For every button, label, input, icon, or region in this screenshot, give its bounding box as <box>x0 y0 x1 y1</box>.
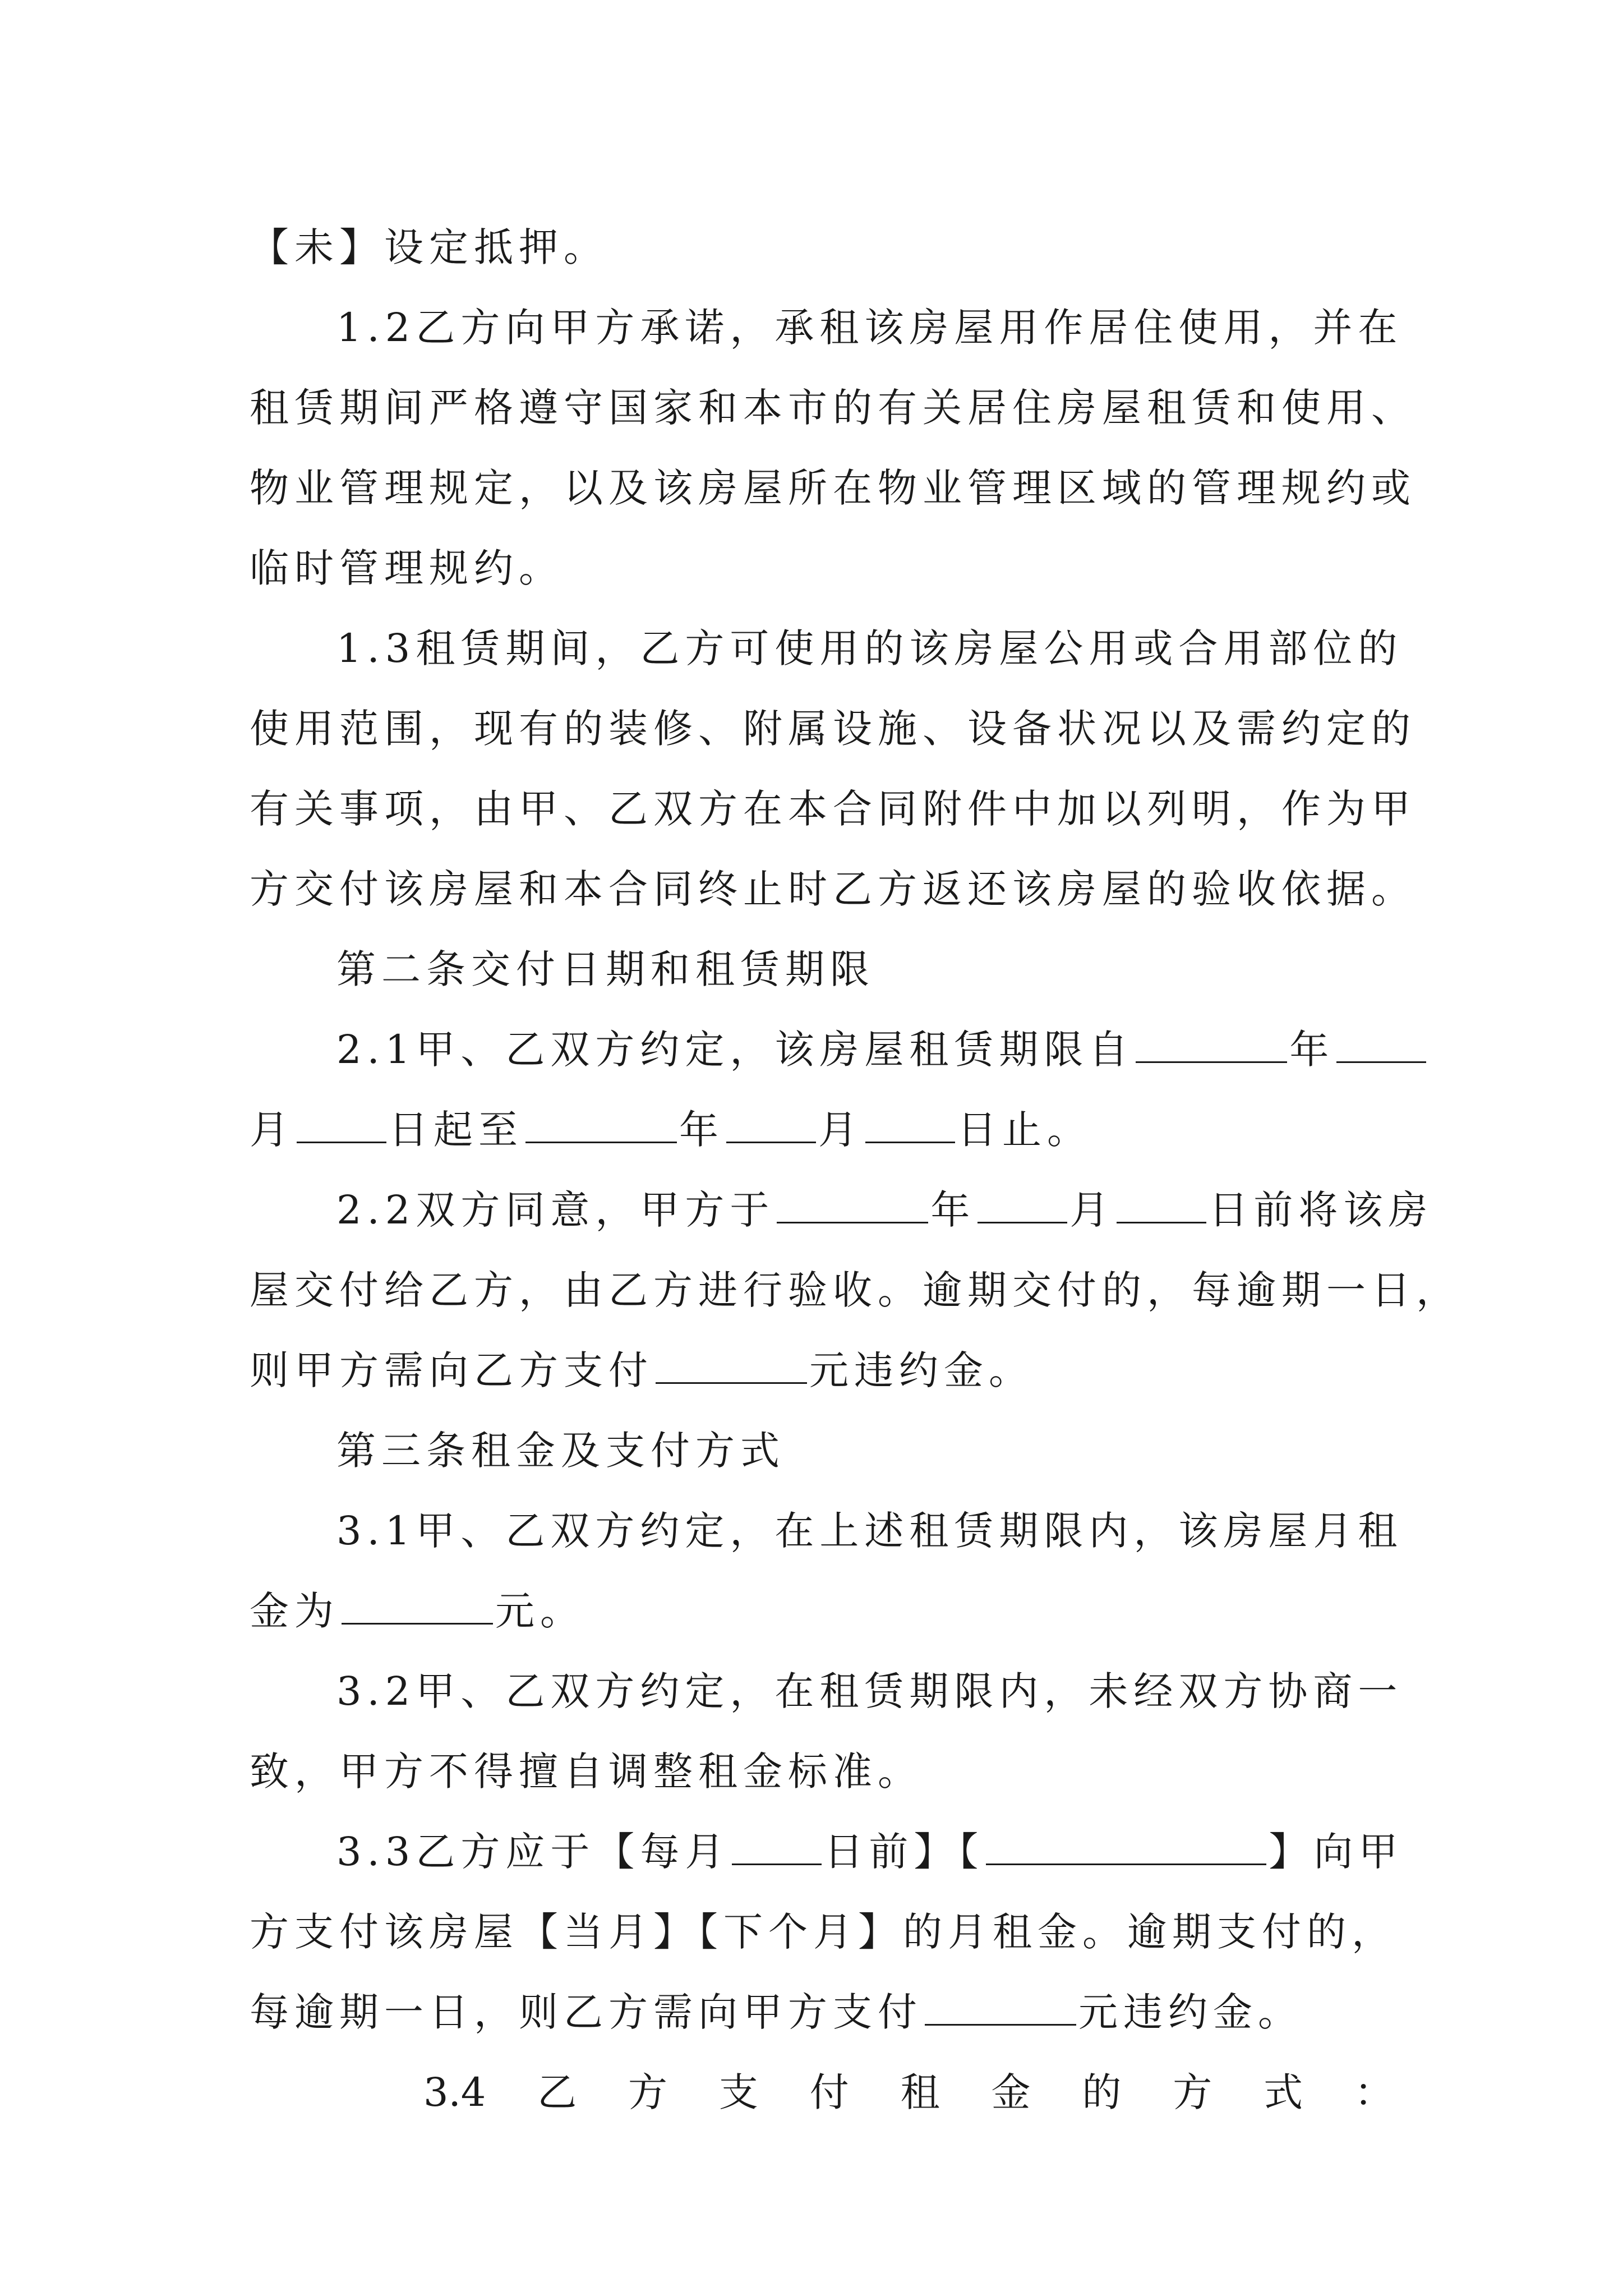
fill-blank <box>1136 1022 1287 1063</box>
text-span: 则甲方需向乙方支付 <box>250 1347 653 1393</box>
text-span: 年 <box>930 1187 976 1233</box>
text-span: 金为 <box>250 1588 339 1634</box>
text-span: 年 <box>679 1107 724 1153</box>
text-span: 租 <box>900 2069 940 2115</box>
text-line: 1.2乙方向甲方承诺，承租该房屋用作居住使用，并在 <box>336 305 1403 351</box>
text-span: 支 <box>718 2069 758 2115</box>
text-span: 付 <box>809 2069 849 2115</box>
text-line <box>250 2053 1394 2133</box>
text-line <box>250 1972 1394 2053</box>
text-line <box>250 1571 1394 1651</box>
fill-blank <box>1336 1022 1426 1063</box>
text-line: 致，甲方不得擅自调整租金标准。 <box>250 1749 923 1795</box>
fill-blank <box>656 1343 807 1384</box>
fill-blank <box>1117 1182 1206 1223</box>
text-line <box>250 1010 1394 1090</box>
text-span: 2.2双方同意，甲方于 <box>336 1187 775 1233</box>
fill-blank <box>342 1584 493 1625</box>
text-span: 3.3乙方应于【每月 <box>336 1829 730 1875</box>
text-line: 方交付该房屋和本合同终止时乙方返还该房屋的验收依据。 <box>250 866 1416 912</box>
text-span: 年 <box>1289 1027 1335 1073</box>
text-span: 乙 <box>537 2069 577 2115</box>
text-span: 金 <box>991 2069 1031 2115</box>
fill-blank <box>986 1824 1266 1865</box>
text-span: 日前将该房 <box>1209 1187 1433 1233</box>
text-line: 3.2甲、乙双方约定，在租赁期限内，未经双方协商一 <box>336 1668 1403 1714</box>
text-span: 的 <box>1082 2069 1122 2115</box>
text-span: 2.1甲、乙双方约定，该房屋租赁期限自 <box>336 1027 1134 1073</box>
text-line <box>250 1170 1433 1250</box>
text-span: 月 <box>250 1107 294 1153</box>
text-span: ： <box>1354 2069 1394 2115</box>
fill-blank <box>297 1102 386 1143</box>
text-line: 使用范围，现有的装修、附属设施、设备状况以及需约定的 <box>250 706 1416 752</box>
text-span: 3.4 <box>423 2069 486 2115</box>
text-line: 1.3租赁期间，乙方可使用的该房屋公用或合用部位的 <box>336 625 1403 671</box>
text-line: 租赁期间严格遵守国家和本市的有关居住房屋租赁和使用、 <box>250 385 1416 431</box>
text-span: 元违约金。 <box>1078 1989 1303 2035</box>
text-span: 月 <box>818 1107 863 1153</box>
text-span: 日前】【 <box>824 1829 984 1875</box>
text-span: 日止。 <box>957 1107 1092 1153</box>
text-line: 屋交付给乙方，由乙方进行验收。逾期交付的，每逾期一日， <box>250 1267 1461 1313</box>
text-span: 方 <box>1173 2069 1212 2115</box>
text-line <box>250 1090 1394 1170</box>
fill-blank <box>865 1102 955 1143</box>
text-span: 式 <box>1264 2069 1303 2115</box>
text-span: 方 <box>628 2069 668 2115</box>
section-heading: 第三条租金及支付方式 <box>336 1428 785 1474</box>
fill-blank <box>925 1985 1076 2026</box>
fill-blank <box>732 1824 822 1865</box>
section-heading: 第二条交付日期和租赁期限 <box>336 946 875 992</box>
text-line <box>250 1812 1404 1892</box>
text-span: 日起至 <box>389 1107 523 1153</box>
text-line: 3.1甲、乙双方约定，在上述租赁期限内，该房屋月租 <box>336 1508 1403 1554</box>
text-line: 【未】设定抵押。 <box>250 224 608 270</box>
text-span: 月 <box>1069 1187 1115 1233</box>
text-span: 元违约金。 <box>809 1347 1034 1393</box>
text-line <box>250 1331 1394 1411</box>
text-line: 物业管理规定，以及该房屋所在物业管理区域的管理规约或 <box>250 465 1416 511</box>
document-body <box>250 208 1461 2133</box>
fill-blank <box>525 1102 677 1143</box>
text-span: 元。 <box>495 1588 585 1634</box>
text-line: 方支付该房屋【当月】【下个月】的月租金。逾期支付的， <box>250 1909 1396 1955</box>
text-line: 临时管理规约。 <box>250 545 564 591</box>
fill-blank <box>726 1102 816 1143</box>
text-span: 每逾期一日，则乙方需向甲方支付 <box>250 1989 923 2035</box>
fill-blank <box>978 1182 1067 1223</box>
fill-blank <box>777 1182 928 1223</box>
text-span: 】向甲 <box>1269 1829 1404 1875</box>
text-line: 有关事项，由甲、乙双方在本合同附件中加以列明，作为甲 <box>250 786 1416 832</box>
